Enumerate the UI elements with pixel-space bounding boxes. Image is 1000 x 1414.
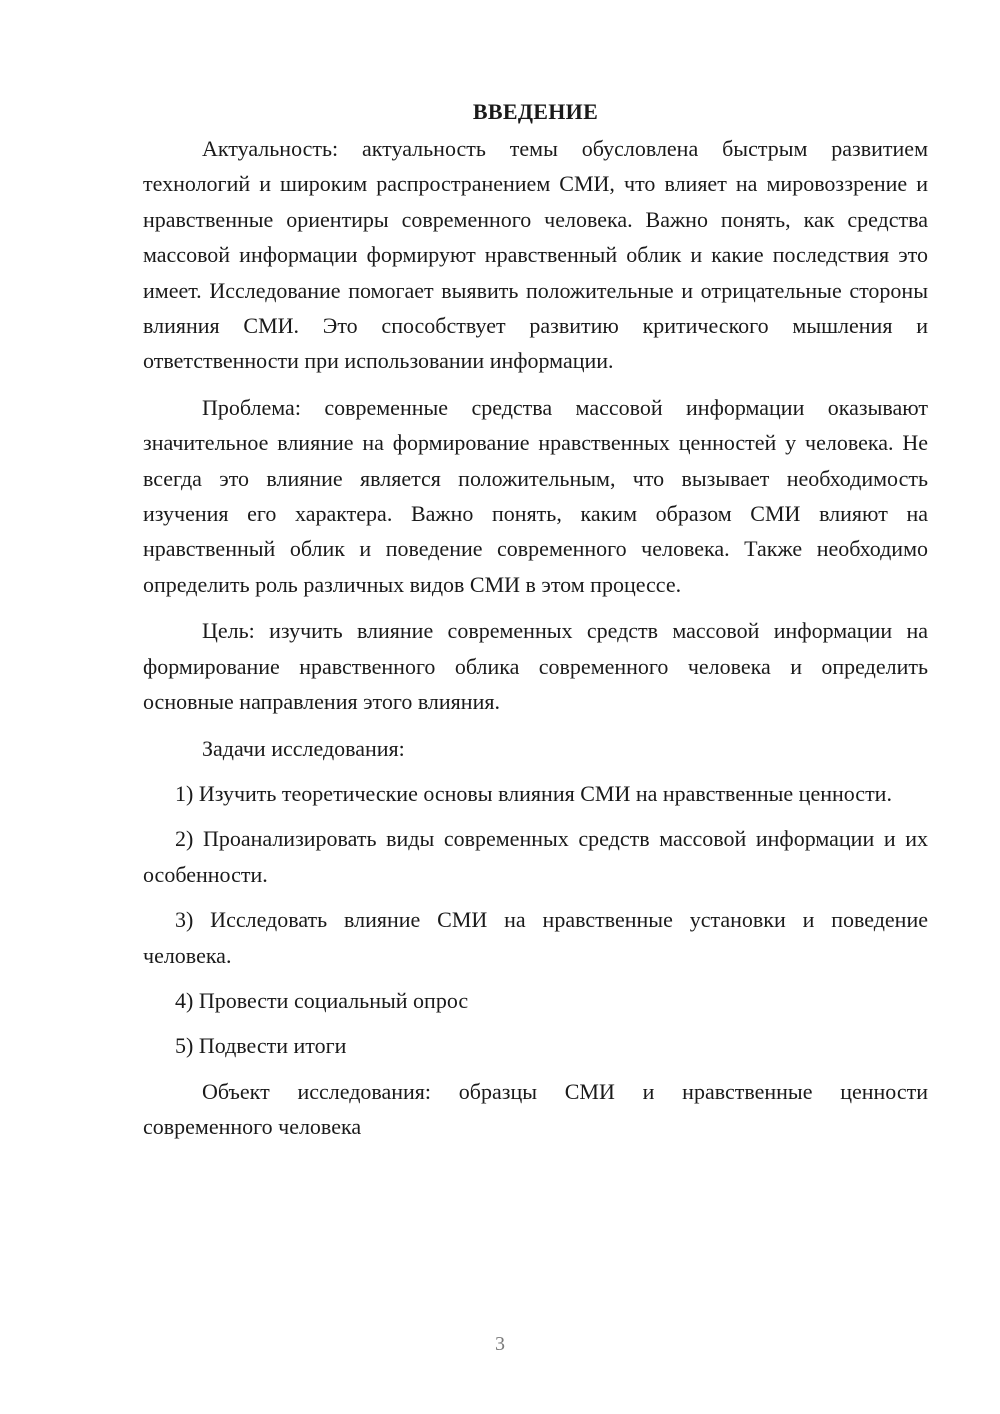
task-item-3: 3) Исследовать влияние СМИ на нравственные установки и поведение человека. xyxy=(143,907,928,968)
task-item-5: 5) Подвести итоги xyxy=(175,1033,347,1059)
task-item-4: 4) Провести социальный опрос xyxy=(175,987,469,1013)
goal-paragraph: Цель: изучить влияние современных средств массовой информации на формирование нравственного облика современного человека и определить основные направления этого влияния. xyxy=(143,618,928,715)
page-content xyxy=(143,94,928,1145)
relevance-paragraph: Актуальность: актуальность темы обусловлена быстрым развитием технологий и широким распространением СМИ, что влияет на мировоззрение и нравственные ориентиры современного человека. Важно понять, как средства массовой информации формируют нравственный облик и какие последствия это имеет. Исследование помогает выявить положительные и отрицательные стороны влияния СМИ. Это способствует развитию критического мышления и ответственности при использовании информации. xyxy=(143,136,928,374)
object-paragraph: Объект исследования: образцы СМИ и нравственные ценности современного человека xyxy=(143,1078,928,1140)
page-title: ВВЕДЕНИЕ xyxy=(472,99,599,124)
tasks-heading: Задачи исследования: xyxy=(202,735,405,761)
task-item-1: 1) Изучить теоретические основы влияния СМИ на нравственные ценности. xyxy=(175,780,892,806)
task-item-2: 2) Проанализировать виды современных средств массовой информации и их особенности. xyxy=(143,826,928,887)
problem-paragraph: Проблема: современные средства массовой информации оказывают значительное влияние на формирование нравственных ценностей у человека. Не всегда это влияние является положительным, что вызывает необходимость изучения его характера. Важно понять, каким образом СМИ влияют на нравственный облик и поведение современного человека. Также необходимо определить роль различных видов СМИ в этом процессе. xyxy=(143,394,928,597)
page-number: 3 xyxy=(495,1333,505,1355)
